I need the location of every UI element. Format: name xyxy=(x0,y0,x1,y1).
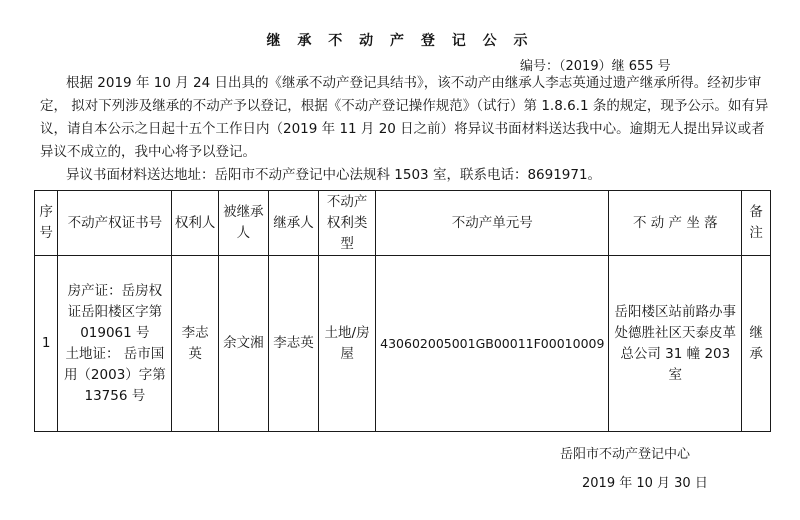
cell-location: 岳阳楼区站前路办事处德胜社区天泰皮革总公司 31 幢 203 室 xyxy=(609,256,742,432)
house-certificate-text: 房产证：岳房权证岳阳楼区字第 019061 号 xyxy=(67,282,163,341)
cell-cert-no xyxy=(58,256,172,432)
issuing-organization: 岳阳市不动产登记中心 xyxy=(560,447,691,462)
header-decedent: 被继承人 xyxy=(218,191,268,256)
header-holder: 权利人 xyxy=(172,191,218,256)
table-header-row xyxy=(35,191,771,256)
objection-address-paragraph: 异议书面材料送达地址：岳阳市不动产登记中心法规科 1503 室，联系电话：8691971。 xyxy=(66,167,602,183)
notice-title: 继 承 不 动 产 登 记 公 示 xyxy=(266,33,534,49)
registration-table xyxy=(34,190,771,432)
header-location: 不 动 产 坐 落 xyxy=(609,191,742,256)
header-unit-no: 不动产单元号 xyxy=(376,191,609,256)
header-right-type: 不动产权利类型 xyxy=(319,191,376,256)
cell-unit-no: 430602005001GB00011F00010009 xyxy=(376,256,609,432)
cell-heir: 李志英 xyxy=(268,256,318,432)
issue-date: 2019 年 10 月 30 日 xyxy=(582,476,708,491)
cell-remark: 继承 xyxy=(742,256,771,432)
cell-right-type: 土地/房屋 xyxy=(319,256,376,432)
cell-seq: 1 xyxy=(35,256,58,432)
notice-body-paragraph: 根据 2019 年 10 月 24 日出具的《继承不动产登记具结书》，该不动产由继承人李志英通过遗产继承所得。经初步审定， 拟对下列涉及继承的不动产予以登记，根据《不动产登记操作规范》（试行）第 1.8.6.1 条的规定，现予公示。如有异议，请自本公示之日起十五个工作日内（2019 年 11 月 20 日之前）将异议书面材料送达我中心。逾期无人提出异议或者异议不成立的，我中心将予以登记。 xyxy=(40,75,769,160)
cell-holder: 李志英 xyxy=(172,256,218,432)
land-certificate-text: 土地证： 岳市国用（2003）字第 13756 号 xyxy=(63,345,166,404)
header-heir: 继承人 xyxy=(268,191,318,256)
header-remark: 备注 xyxy=(742,191,771,256)
cell-decedent: 余文湘 xyxy=(218,256,268,432)
document-number: 编号：（2019）继 655 号 xyxy=(520,59,671,74)
header-seq: 序号 xyxy=(35,191,58,256)
table-row xyxy=(35,256,771,432)
header-cert-no: 不动产权证书号 xyxy=(58,191,172,256)
